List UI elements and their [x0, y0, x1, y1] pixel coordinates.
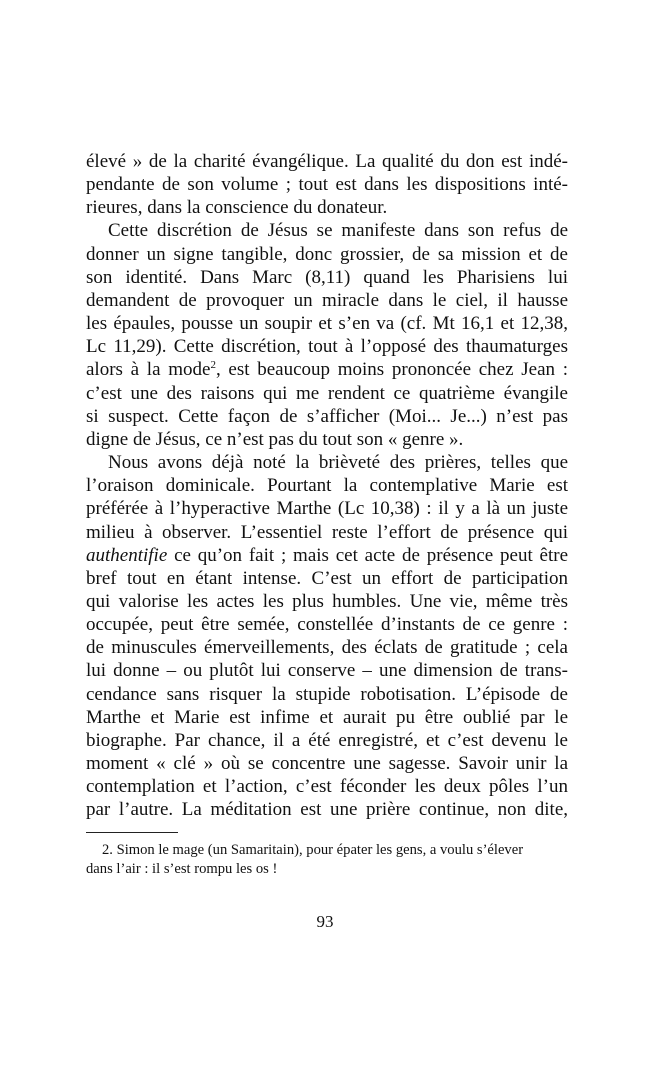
text-line: de minuscules émerveillements, des éclats de gratitude ; cela: [86, 637, 568, 659]
text-line: moment « clé » où se concentre une sagesse. Savoir unir la: [86, 753, 568, 775]
paragraph-3: [86, 451, 568, 822]
paragraph-2: [86, 219, 568, 451]
text-line: l’oraison dominicale. Pourtant la contemplative Marie est: [86, 475, 568, 497]
text-segment: ce qu’on fait ; mais cet acte de présence peut être: [167, 544, 568, 566]
text-line: occupée, peut être semée, constellée d’instants de ce genre :: [86, 614, 568, 636]
text-line: milieu à observer. L’essentiel reste l’effort de présence qui: [86, 521, 568, 543]
text-line-with-note: [86, 358, 568, 381]
text-segment: alors à la mode: [86, 359, 211, 381]
italic-word: authentifie: [86, 544, 168, 566]
text-line: biographe. Par chance, il a été enregistré, et c’est devenu le: [86, 729, 568, 751]
page-body: [86, 150, 568, 822]
text-segment: , est beaucoup moins prononcée chez Jean :: [215, 359, 568, 381]
text-line: élevé » de la charité évangélique. La qualité du don est indé-: [86, 151, 568, 172]
text-line: digne de Jésus, ce n’est pas du tout son « genre ».: [86, 428, 464, 450]
footnote: [86, 841, 568, 879]
text-line: Nous avons déjà noté la brièveté des prières, telles que: [108, 452, 568, 474]
paragraph-1: [86, 150, 568, 219]
text-line: rieures, dans la conscience du donateur.: [86, 197, 388, 219]
text-line: préférée à l’hyperactive Marthe (Lc 10,38) : il y a là un juste: [86, 498, 568, 520]
text-line: si suspect. Cette façon de s’afficher (Moi... Je...) n’est pas: [86, 405, 568, 427]
text-line: les épaules, pousse un soupir et s’en va (cf. Mt 16,1 et 12,38,: [86, 313, 568, 335]
text-line: Lc 11,29). Cette discrétion, tout à l’opposé des thaumaturges: [86, 336, 568, 358]
text-line: bref tout en étant intense. C’est un effort de participation: [86, 567, 568, 589]
text-line: Marthe et Marie est infime et aurait pu être oublié par le: [86, 706, 568, 728]
footnote-divider: [86, 832, 178, 833]
footnote-marker: 2: [210, 359, 216, 372]
text-line: pendante de son volume ; tout est dans les dispositions inté-: [86, 174, 568, 196]
footnote-line: dans l’air : il s’est rompu les os !: [86, 861, 278, 877]
text-line: c’est une des raisons qui me rendent ce quatrième évangile: [86, 382, 568, 404]
text-line: Cette discrétion de Jésus se manifeste dans son refus de: [108, 220, 568, 242]
text-line: donner un signe tangible, donc grossier, de sa mission et de: [86, 243, 568, 265]
text-line: lui donne – ou plutôt lui conserve – une dimension de trans-: [86, 660, 568, 682]
text-line: cendance sans risquer la stupide robotisation. L’épisode de: [86, 683, 568, 705]
text-line: par l’autre. La méditation est une prière continue, non dite,: [86, 799, 568, 821]
text-line: contemplation et l’action, c’est féconder les deux pôles l’un: [86, 776, 568, 798]
text-line-with-italic: [86, 544, 568, 567]
text-line: qui valorise les actes les plus humbles. Une vie, même très: [86, 590, 568, 612]
text-line: demandent de provoquer un miracle dans le ciel, il hausse: [86, 289, 568, 311]
footnote-line: 2. Simon le mage (un Samaritain), pour épater les gens, a voulu s’élever: [102, 842, 524, 858]
text-line: son identité. Dans Marc (8,11) quand les Pharisiens lui: [86, 266, 568, 288]
page-number: 93: [316, 912, 334, 931]
